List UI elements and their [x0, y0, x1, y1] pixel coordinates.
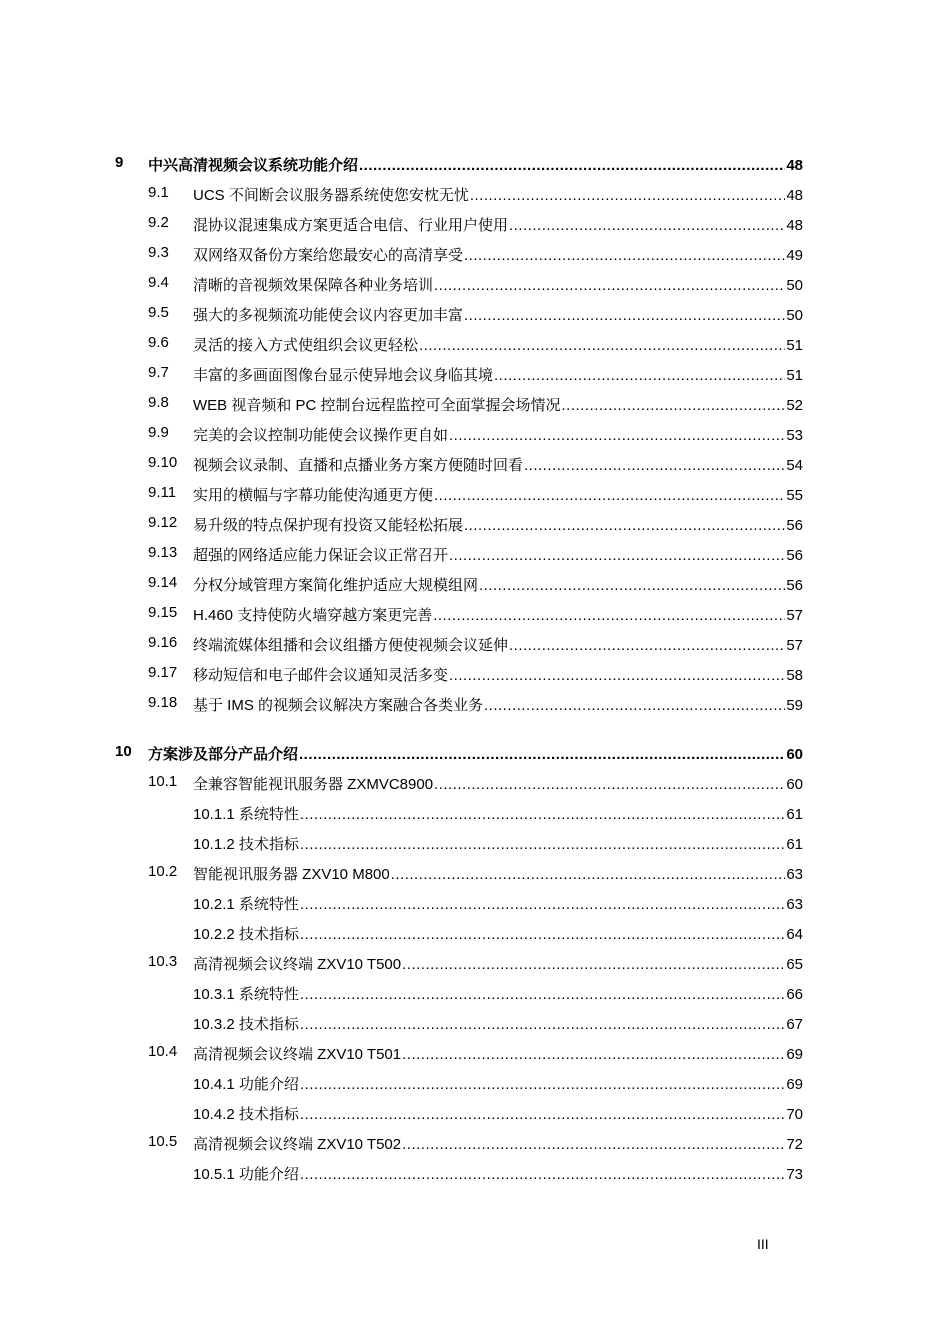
toc-page: 73: [786, 1166, 803, 1183]
page-number: III: [757, 1236, 769, 1252]
toc-number: 10.5: [148, 1133, 178, 1150]
toc-title: 智能视讯服务器 ZXV10 M800: [193, 866, 390, 883]
toc-title: 双网络双备份方案给您最安心的高清享受: [193, 247, 464, 264]
toc-number: 9.2: [148, 214, 169, 231]
toc-page: 52: [786, 397, 803, 414]
toc-number: 10: [115, 743, 132, 760]
dot-leader: [300, 1016, 785, 1033]
toc-entry[interactable]: [0, 598, 950, 628]
toc-page: 56: [786, 547, 803, 564]
toc-title: 分权分域管理方案简化维护适应大规模组网: [193, 577, 479, 594]
toc-number: 9.10: [148, 454, 178, 471]
toc-title: 易升级的特点保护现有投资又能轻松拓展: [193, 517, 464, 534]
toc-number: 9.18: [148, 694, 178, 711]
toc-page: 50: [786, 307, 803, 324]
toc-entry[interactable]: [0, 358, 950, 388]
dot-leader: [402, 1136, 785, 1153]
dot-leader: [300, 896, 785, 913]
toc-entry[interactable]: [0, 388, 950, 418]
toc-entry[interactable]: [0, 1127, 950, 1157]
toc-title: 高清视频会议终端 ZXV10 T501: [193, 1046, 402, 1063]
toc-title: 强大的多视频流功能使会议内容更加丰富: [193, 307, 464, 324]
toc-entry[interactable]: [0, 418, 950, 448]
toc-number: 9.7: [148, 364, 169, 381]
toc-title: 10.3.2 技术指标: [193, 1016, 299, 1033]
dot-leader: [524, 457, 785, 474]
toc-entry[interactable]: [0, 1037, 950, 1067]
toc-page: 56: [786, 577, 803, 594]
toc-title: 高清视频会议终端 ZXV10 T500: [193, 956, 402, 973]
toc-entry[interactable]: [0, 568, 950, 598]
dot-leader: [299, 746, 785, 763]
toc-number: 9.12: [148, 514, 178, 531]
toc-title: 方案涉及部分产品介绍: [148, 746, 299, 763]
dot-leader: [434, 277, 785, 294]
dot-leader: [434, 776, 785, 793]
toc-entry[interactable]: [0, 767, 950, 797]
toc-entry[interactable]: [0, 478, 950, 508]
toc-page: 65: [786, 956, 803, 973]
toc-entry[interactable]: [0, 508, 950, 538]
toc-entry[interactable]: [0, 857, 950, 887]
toc-page: 66: [786, 986, 803, 1003]
dot-leader: [300, 1076, 785, 1093]
toc-chapter-9[interactable]: [0, 148, 950, 178]
toc-title: 清晰的音视频效果保障各种业务培训: [193, 277, 434, 294]
toc-page: 51: [786, 337, 803, 354]
toc-number: 9.11: [148, 484, 177, 501]
toc-title: 中兴高清视频会议系统功能介绍: [148, 157, 359, 174]
toc-entry[interactable]: [0, 328, 950, 358]
toc-title: 10.1.1 系统特性: [193, 806, 299, 823]
toc-number: 9.4: [148, 274, 169, 291]
dot-leader: [433, 607, 785, 624]
toc-entry[interactable]: [0, 688, 950, 718]
toc-page: 69: [786, 1046, 803, 1063]
dot-leader: [434, 487, 785, 504]
toc-entry[interactable]: [0, 208, 950, 238]
toc-title: 超强的网络适应能力保证会议正常召开: [193, 547, 449, 564]
toc-title: WEB 视音频和 PC 控制台远程监控可全面掌握会场情况: [193, 397, 561, 414]
toc-page: 61: [786, 806, 803, 823]
toc-number: 9: [115, 154, 124, 171]
toc-number: 9.6: [148, 334, 169, 351]
table-of-contents: [0, 148, 950, 1187]
dot-leader: [300, 1166, 785, 1183]
toc-title: 高清视频会议终端 ZXV10 T502: [193, 1136, 402, 1153]
toc-title: 10.2.1 系统特性: [193, 896, 299, 913]
dot-leader: [402, 956, 785, 973]
toc-title: 基于 IMS 的视频会议解决方案融合各类业务: [193, 697, 484, 714]
toc-entry[interactable]: [0, 538, 950, 568]
toc-subentry[interactable]: [0, 1007, 950, 1037]
toc-subentry[interactable]: [0, 887, 950, 917]
toc-page: 54: [786, 457, 803, 474]
toc-title: 丰富的多画面图像台显示使异地会议身临其境: [193, 367, 494, 384]
toc-number: 10.1: [148, 773, 178, 790]
toc-page: 57: [786, 637, 803, 654]
toc-title: 实用的横幅与字幕功能使沟通更方便: [193, 487, 434, 504]
toc-number: 9.5: [148, 304, 169, 321]
toc-title: 视频会议录制、直播和点播业务方案方便随时回看: [193, 457, 524, 474]
toc-number: 9.15: [148, 604, 178, 621]
toc-page: 48: [786, 157, 803, 174]
toc-number: 9.9: [148, 424, 169, 441]
toc-page: 63: [786, 896, 803, 913]
toc-title: 10.4.2 技术指标: [193, 1106, 299, 1123]
toc-page: 63: [786, 866, 803, 883]
toc-number: 9.17: [148, 664, 178, 681]
toc-number: 9.13: [148, 544, 178, 561]
toc-page: 60: [786, 746, 803, 763]
dot-leader: [509, 637, 785, 654]
dot-leader: [300, 926, 785, 943]
dot-leader: [470, 187, 785, 204]
toc-subentry[interactable]: [0, 1157, 950, 1187]
dot-leader: [359, 157, 785, 174]
toc-page: 59: [786, 697, 803, 714]
toc-subentry[interactable]: [0, 827, 950, 857]
dot-leader: [464, 517, 785, 534]
toc-page: 56: [786, 517, 803, 534]
toc-title: 混协议混速集成方案更适合电信、行业用户使用: [193, 217, 509, 234]
toc-page: 58: [786, 667, 803, 684]
dot-leader: [449, 547, 785, 564]
toc-title: 全兼容智能视讯服务器 ZXMVC8900: [193, 776, 434, 793]
toc-entry[interactable]: [0, 268, 950, 298]
toc-entry[interactable]: [0, 178, 950, 208]
toc-subentry[interactable]: [0, 1067, 950, 1097]
toc-number: 9.1: [148, 184, 169, 201]
dot-leader: [464, 307, 785, 324]
toc-subentry[interactable]: [0, 797, 950, 827]
toc-entry[interactable]: [0, 238, 950, 268]
toc-entry[interactable]: [0, 947, 950, 977]
toc-number: 10.2: [148, 863, 178, 880]
toc-number: 9.14: [148, 574, 178, 591]
toc-number: 9.16: [148, 634, 178, 651]
dot-leader: [464, 247, 785, 264]
dot-leader: [509, 217, 785, 234]
dot-leader: [449, 427, 785, 444]
toc-entry[interactable]: [0, 628, 950, 658]
toc-subentry[interactable]: [0, 917, 950, 947]
toc-page: 57: [786, 607, 803, 624]
dot-leader: [300, 986, 785, 1003]
toc-page: 69: [786, 1076, 803, 1093]
toc-page: 72: [786, 1136, 803, 1153]
toc-entry[interactable]: [0, 658, 950, 688]
toc-title: 10.1.2 技术指标: [193, 836, 299, 853]
toc-page: 61: [786, 836, 803, 853]
toc-title: 10.3.1 系统特性: [193, 986, 299, 1003]
toc-subentry[interactable]: [0, 1097, 950, 1127]
toc-page: 67: [786, 1016, 803, 1033]
toc-title: 10.2.2 技术指标: [193, 926, 299, 943]
dot-leader: [402, 1046, 785, 1063]
toc-title: 完美的会议控制功能使会议操作更自如: [193, 427, 449, 444]
toc-title: 移动短信和电子邮件会议通知灵活多变: [193, 667, 449, 684]
dot-leader: [419, 337, 785, 354]
toc-page: 48: [786, 187, 803, 204]
toc-number: 10.4: [148, 1043, 178, 1060]
toc-title: 10.5.1 功能介绍: [193, 1166, 299, 1183]
toc-subentry[interactable]: [0, 977, 950, 1007]
dot-leader: [484, 697, 785, 714]
chapter-gap: [0, 718, 950, 737]
toc-title: UCS 不间断会议服务器系统使您安枕无忧: [193, 187, 469, 204]
toc-page: 51: [786, 367, 803, 384]
toc-number: 9.3: [148, 244, 169, 261]
toc-page: 64: [786, 926, 803, 943]
toc-page: 50: [786, 277, 803, 294]
toc-title: 10.4.1 功能介绍: [193, 1076, 299, 1093]
dot-leader: [300, 1106, 785, 1123]
toc-page: 55: [786, 487, 803, 504]
dot-leader: [391, 866, 786, 883]
toc-chapter-10[interactable]: [0, 737, 950, 767]
dot-leader: [494, 367, 785, 384]
toc-page: 60: [786, 776, 803, 793]
toc-entry[interactable]: [0, 448, 950, 478]
toc-page: 48: [786, 217, 803, 234]
toc-number: 10.3: [148, 953, 178, 970]
dot-leader: [449, 667, 785, 684]
toc-title: H.460 支持使防火墙穿越方案更完善: [193, 607, 433, 624]
dot-leader: [300, 806, 785, 823]
toc-entry[interactable]: [0, 298, 950, 328]
toc-title: 灵活的接入方式使组织会议更轻松: [193, 337, 419, 354]
toc-page: 53: [786, 427, 803, 444]
toc-title: 终端流媒体组播和会议组播方便使视频会议延伸: [193, 637, 509, 654]
dot-leader: [479, 577, 785, 594]
toc-page: 49: [786, 247, 803, 264]
dot-leader: [300, 836, 785, 853]
toc-number: 9.8: [148, 394, 169, 411]
toc-page: 70: [786, 1106, 803, 1123]
dot-leader: [562, 397, 786, 414]
